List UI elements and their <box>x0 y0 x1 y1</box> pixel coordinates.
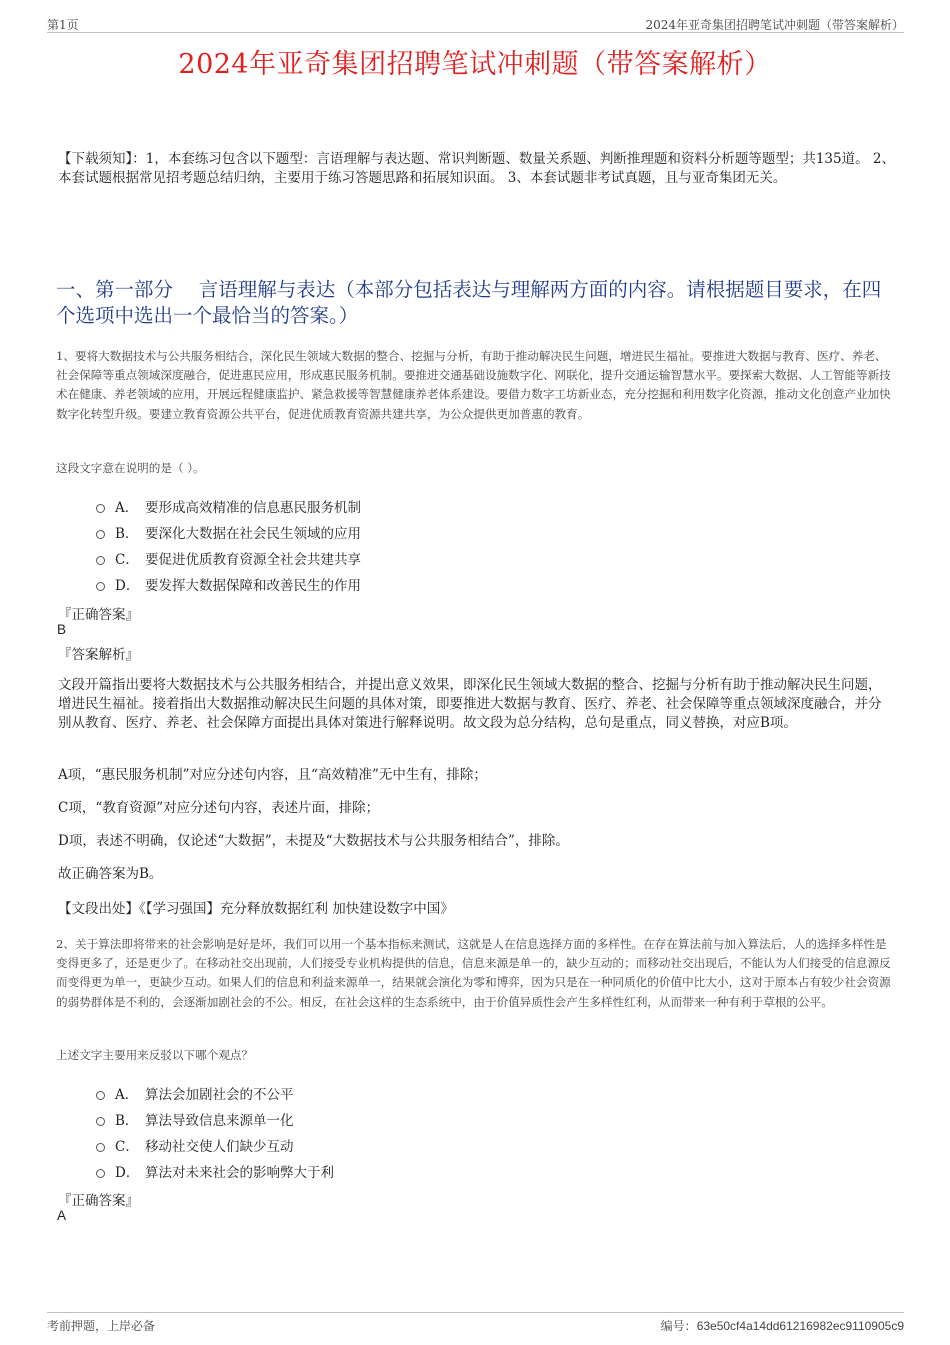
question-1-option-a[interactable] <box>96 493 796 519</box>
option-text: 算法导致信息来源单一化 <box>145 1113 294 1129</box>
option-text: 要发挥大数据保障和改善民生的作用 <box>145 578 361 594</box>
question-2-text: 2、关于算法即将带来的社会影响是好是坏，我们可以用一个基本指标来测试，这就是人在信息选择方面的多样性。在存在算法前与加入算法后，人的选择多样性是变得更多了，还是更少了。在移动社交出现前，人们接受专业机构提供的信息，信息来源是单一的，缺少互动的；而移动社交出现后，不能认为人们接受的信息源反而变得更为单一，更缺少互动。如果人们的信息和利益来源单一，结果就会演化为零和博弈，因为只是在一种同质化的价值中比大小，这对于原本占有较少社会资源的弱势群体是不利的，会逐渐加剧社会的不公。相反，在社会这样的生态系统中，由于价值异质性会产生多样性红利，从而带来一种有利于草根的公平。 <box>56 937 891 1009</box>
analysis-note-c: C项，“教育资源”对应分述句内容，表述片面，排除； <box>58 800 380 816</box>
question-1-answer: B <box>57 622 67 637</box>
question-1-option-c[interactable] <box>96 545 796 571</box>
question-2-stem: 上述文字主要用来反驳以下哪个观点？ <box>56 1048 254 1062</box>
answer-analysis-label: 『答案解析』 <box>58 647 139 663</box>
question-2-option-b[interactable] <box>96 1106 796 1132</box>
option-text: 算法对未来社会的影响弊大于利 <box>145 1165 334 1181</box>
section-heading: 一、第一部分 言语理解与表达（本部分包括表达与理解两方面的内容。请根据题目要求，在四个选项中选出一个最恰当的答案。） <box>56 278 882 327</box>
option-letter: D． <box>115 1165 140 1181</box>
option-text: 要形成高效精准的信息惠民服务机制 <box>145 500 361 516</box>
radio-icon[interactable] <box>96 1143 105 1152</box>
serial-value: 63e50cf4a14dd61216982ec9110905c9 <box>696 1319 904 1333</box>
page-footer <box>47 1312 904 1335</box>
question-2-option-c[interactable] <box>96 1132 796 1158</box>
source-citation: 【文段出处】《【学习强国】充分释放数据红利 加快建设数字中国》 <box>58 901 454 917</box>
question-1-text: 1、要将大数据技术与公共服务相结合，深化民生领域大数据的整合、挖掘与分析，有助于推动解决民生问题，增进民生福祉。要推进大数据与教育、医疗、养老、社会保障等重点领域深度融合，促进惠民应用，形成惠民服务机制。要推进交通基础设施数字化、网联化，提升交通运输智慧水平。要探索大数据、人工智能等新技术在健康、养老领域的应用，开展远程健康监护、紧急救援等智慧健康养老体系建设。要借力数字工坊新业态，充分挖掘和利用数字化资源，推动文化创意产业加快数字化转型升级。要建立教育资源公共平台，促进优质教育资源共建共享，为公众提供更加普惠的教育。 <box>56 349 891 421</box>
serial-label: 编号： <box>660 1319 697 1333</box>
option-letter: C． <box>115 552 139 568</box>
radio-icon[interactable] <box>96 556 105 565</box>
option-letter: C． <box>115 1139 139 1155</box>
question-2-options <box>96 1080 796 1184</box>
question-1-options <box>96 493 796 597</box>
document-title: 2024年亚奇集团招聘笔试冲刺题（带答案解析） <box>178 49 772 80</box>
radio-icon[interactable] <box>96 504 105 513</box>
question-1-analysis: 文段开篇指出要将大数据技术与公共服务相结合，并提出意义效果，即深化民生领域大数据的整合、挖掘与分析有助于推动解决民生问题，增进民生福祉。接着指出大数据推动解决民生问题的具体对策，即要推进大数据与教育、医疗、养老、社会保障等重点领域深度融合，并分别从教育、医疗、养老、社会保障方面提出具体对策进行解释说明。故文段为总分结构，总句是重点，同义替换，对应B项。 <box>58 677 882 731</box>
option-text: 要促进优质教育资源全社会共建共享 <box>145 552 361 568</box>
footer-slogan: 考前押题，上岸必备 <box>47 1319 156 1333</box>
header-doc-name: 2024年亚奇集团招聘笔试冲刺题（带答案解析） <box>645 18 904 32</box>
option-letter: A． <box>115 500 139 516</box>
download-notice: 【下载须知】：1，本套练习包含以下题型：言语理解与表达题、常识判断题、数量关系题、判断推理题和资料分析题等题型；共135道。 2、本套试题根据常见招考题总结归纳，主要用于练习答题思路和拓展知识面。 3、本套试题非考试真题，且与亚奇集团无关。 <box>58 151 895 186</box>
option-letter: B． <box>115 526 139 542</box>
correct-answer-label: 『正确答案』 <box>58 607 139 623</box>
page-number: 第1页 <box>47 18 79 32</box>
option-letter: D． <box>115 578 140 594</box>
question-2-option-a[interactable] <box>96 1080 796 1106</box>
option-text: 算法会加剧社会的不公平 <box>145 1087 294 1103</box>
radio-icon[interactable] <box>96 1169 105 1178</box>
correct-answer-label: 『正确答案』 <box>58 1193 139 1209</box>
radio-icon[interactable] <box>96 582 105 591</box>
analysis-note-d: D项，表述不明确，仅论述“大数据”，未提及“大数据技术与公共服务相结合”，排除。 <box>58 833 569 849</box>
option-text: 移动社交使人们缺少互动 <box>145 1139 294 1155</box>
question-1-option-b[interactable] <box>96 519 796 545</box>
analysis-note-a: A项，“惠民服务机制”对应分述句内容，且“高效精准”无中生有，排除； <box>58 767 487 783</box>
radio-icon[interactable] <box>96 1091 105 1100</box>
analysis-conclusion: 故正确答案为B。 <box>58 866 163 882</box>
footer-serial <box>661 1317 904 1334</box>
option-letter: B． <box>115 1113 139 1129</box>
option-letter: A． <box>115 1087 139 1103</box>
question-1-stem: 这段文字意在说明的是（ ）。 <box>56 461 205 475</box>
question-1-option-d[interactable] <box>96 571 796 597</box>
question-2-answer: A <box>57 1208 67 1223</box>
radio-icon[interactable] <box>96 1117 105 1126</box>
question-2-option-d[interactable] <box>96 1158 796 1184</box>
radio-icon[interactable] <box>96 530 105 539</box>
option-text: 要深化大数据在社会民生领域的应用 <box>145 526 361 542</box>
page-header <box>47 14 904 33</box>
